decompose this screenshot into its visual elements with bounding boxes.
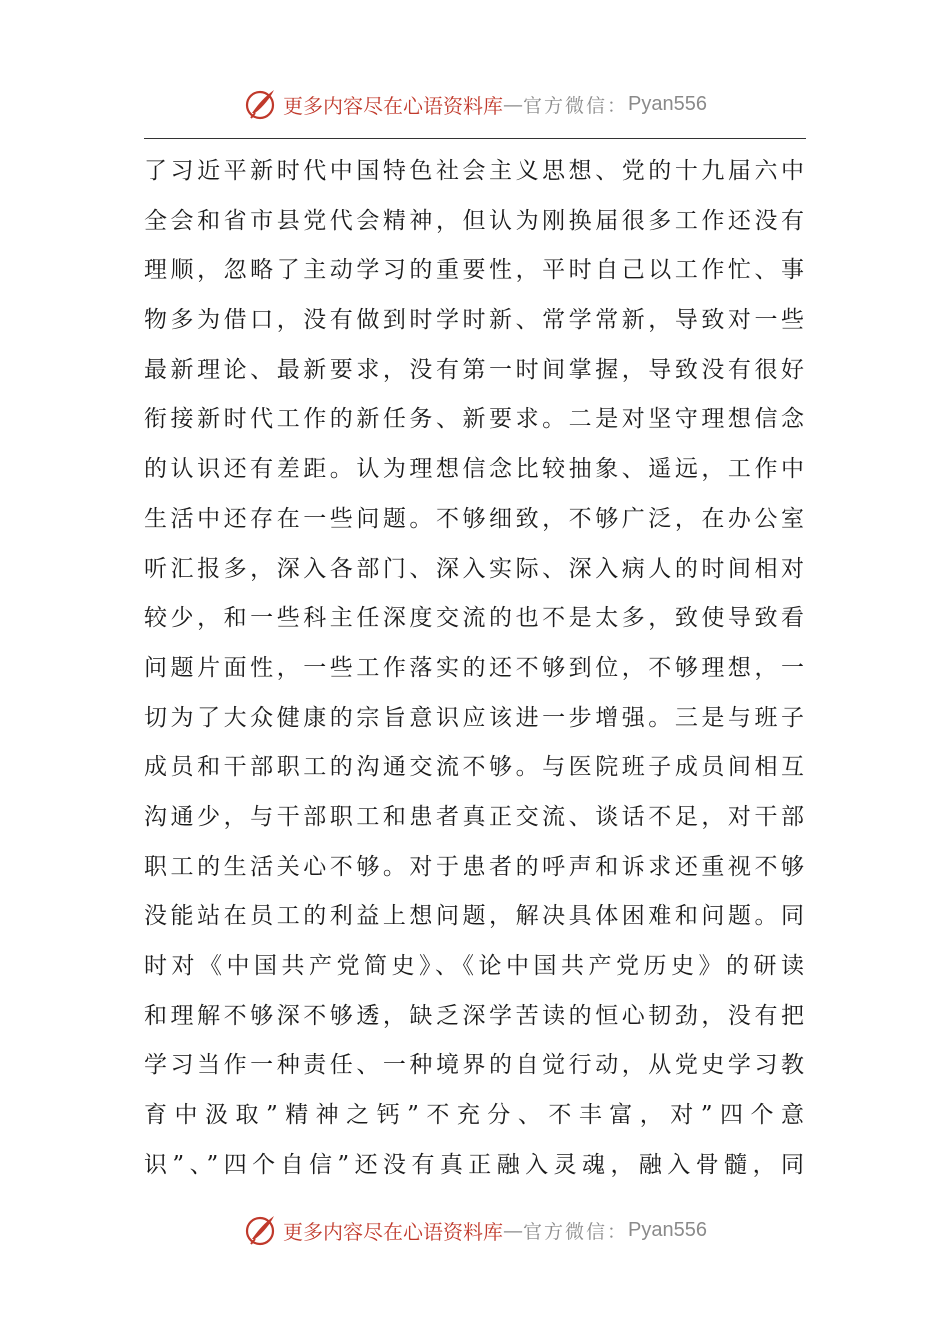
banner-brand-text: 更多内容尽在心语资料库 bbox=[283, 93, 503, 118]
banner-wechat-handle: Pyan556 bbox=[628, 92, 707, 115]
text-line: 时对《中国共产党简史》、《论中国共产党历史》的研读 bbox=[144, 953, 806, 979]
banner-brand-text: 更多内容尽在心语资料库 bbox=[283, 1219, 503, 1244]
text-line: 职工的生活关心不够。对于患者的呼声和诉求还重视不够 bbox=[144, 853, 806, 880]
text-line: 没能站在员工的利益上想问题，解决具体困难和问题。同 bbox=[144, 903, 806, 930]
text-line: 成员和干部职工的沟通交流不够。与医院班子成员间相互 bbox=[144, 754, 806, 781]
text-line: 听汇报多，深入各部门、深入实际、深入病人的时间相对 bbox=[144, 555, 806, 582]
quill-logo-icon bbox=[243, 86, 279, 122]
text-line: 育中汲取”精神之钙”不充分、不丰富，对”四个意 bbox=[144, 1102, 806, 1129]
text-line: 学习当作一种责任、一种境界的自觉行动，从党史学习教 bbox=[144, 1052, 806, 1079]
text-line: 切为了大众健康的宗旨意识应该进一步增强。三是与班子 bbox=[144, 704, 806, 731]
banner-separator: — bbox=[503, 1218, 523, 1242]
text-line: 和理解不够深不够透，缺乏深学苦读的恒心韧劲，没有把 bbox=[144, 1002, 806, 1029]
footer-banner bbox=[0, 1206, 950, 1254]
text-line: 沟通少，与干部职工和患者真正交流、谈话不足，对干部 bbox=[144, 803, 806, 830]
banner-wechat-label: 官方微信： bbox=[523, 94, 629, 117]
header-divider bbox=[144, 138, 806, 139]
text-line: 最新理论、最新要求，没有第一时间掌握，导致没有很好 bbox=[144, 356, 806, 383]
banner-wechat-label: 官方微信： bbox=[523, 1220, 629, 1243]
text-line: 识”、”四个自信”还没有真正融入灵魂，融入骨髓，同 bbox=[144, 1151, 806, 1178]
text-line: 问题片面性，一些工作落实的还不够到位，不够理想，一 bbox=[144, 654, 806, 681]
quill-logo-icon bbox=[243, 1212, 279, 1248]
text-line: 较少，和一些科主任深度交流的也不是太多，致使导致看 bbox=[144, 605, 806, 632]
header-banner bbox=[0, 80, 950, 128]
text-line: 了习近平新时代中国特色社会主义思想、党的十九届六中 bbox=[144, 158, 806, 184]
text-line: 的认识还有差距。认为理想信念比较抽象、遥远，工作中 bbox=[144, 456, 806, 483]
text-line: 生活中还存在一些问题。不够细致，不够广泛，在办公室 bbox=[144, 505, 806, 532]
banner-wechat-handle: Pyan556 bbox=[628, 1218, 707, 1241]
text-line: 衔接新时代工作的新任务、新要求。二是对坚守理想信念 bbox=[144, 406, 806, 433]
text-line: 物多为借口，没有做到时学时新、常学常新，导致对一些 bbox=[144, 307, 806, 334]
text-line: 理顺，忽略了主动学习的重要性，平时自己以工作忙、事 bbox=[144, 257, 806, 284]
banner-separator: — bbox=[503, 92, 523, 116]
text-line: 全会和省市县党代会精神，但认为刚换届很多工作还没有 bbox=[144, 207, 806, 234]
document-body bbox=[144, 147, 806, 1190]
